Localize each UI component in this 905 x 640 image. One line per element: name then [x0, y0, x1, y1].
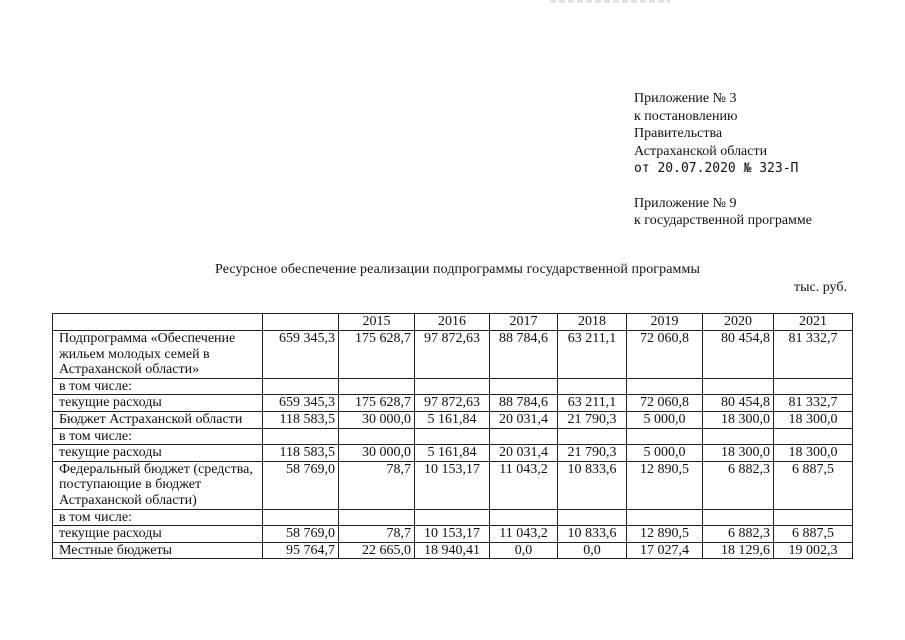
row-label: в том числе: — [53, 509, 263, 526]
row-total — [263, 378, 339, 395]
year-header: 2020 — [703, 314, 774, 331]
table-row — [53, 378, 853, 395]
table-row — [53, 526, 853, 543]
year-value: 19 002,3 — [774, 542, 853, 559]
year-value — [558, 428, 627, 445]
header-blank-cell — [53, 314, 263, 331]
year-value — [627, 509, 703, 526]
year-value: 88 784,6 — [490, 395, 558, 412]
year-value: 6 882,3 — [703, 461, 774, 509]
row-label: в том числе: — [53, 378, 263, 395]
year-value — [415, 509, 490, 526]
year-value — [415, 428, 490, 445]
units-label: тыс. руб. — [794, 280, 847, 295]
appendix-block — [634, 90, 812, 230]
year-value: 78,7 — [339, 461, 415, 509]
year-value: 175 628,7 — [339, 395, 415, 412]
year-value: 63 211,1 — [558, 331, 627, 379]
row-total: 58 769,0 — [263, 526, 339, 543]
year-value — [774, 509, 853, 526]
year-value — [558, 378, 627, 395]
year-value: 97 872,63 — [415, 331, 490, 379]
year-value: 18 300,0 — [774, 445, 853, 462]
year-value: 12 890,5 — [627, 526, 703, 543]
year-value — [490, 378, 558, 395]
budget-table — [52, 313, 853, 559]
year-value — [339, 378, 415, 395]
year-value — [558, 509, 627, 526]
year-value: 10 833,6 — [558, 526, 627, 543]
year-value: 80 454,8 — [703, 395, 774, 412]
year-value: 63 211,1 — [558, 395, 627, 412]
year-value: 80 454,8 — [703, 331, 774, 379]
year-value: 18 129,6 — [703, 542, 774, 559]
table-header-row — [53, 314, 853, 331]
year-value: 5 000,0 — [627, 411, 703, 428]
row-label: Местные бюджеты — [53, 542, 263, 559]
year-value: 175 628,7 — [339, 331, 415, 379]
row-total — [263, 509, 339, 526]
year-value: 6 887,5 — [774, 461, 853, 509]
table-row — [53, 542, 853, 559]
year-value: 0,0 — [490, 542, 558, 559]
row-total: 659 345,3 — [263, 395, 339, 412]
year-header: 2019 — [627, 314, 703, 331]
appendix-date-line: от 20.07.2020 № 323-П — [634, 161, 799, 176]
year-value — [490, 428, 558, 445]
year-value — [703, 509, 774, 526]
row-label: текущие расходы — [53, 395, 263, 412]
year-value: 10 153,17 — [415, 526, 490, 543]
row-total: 118 583,5 — [263, 445, 339, 462]
table-row — [53, 428, 853, 445]
row-total: 58 769,0 — [263, 461, 339, 509]
year-value: 20 031,4 — [490, 411, 558, 428]
year-value: 30 000,0 — [339, 445, 415, 462]
year-value — [774, 428, 853, 445]
appendix-line: к постановлению — [634, 108, 738, 124]
year-header: 2021 — [774, 314, 853, 331]
appendix-line: Астраханской области — [634, 143, 768, 159]
year-value: 22 665,0 — [339, 542, 415, 559]
year-header: 2016 — [415, 314, 490, 331]
row-total: 659 345,3 — [263, 331, 339, 379]
year-header: 2017 — [490, 314, 558, 331]
row-total: 95 764,7 — [263, 542, 339, 559]
year-value: 78,7 — [339, 526, 415, 543]
appendix-line: Приложение № 3 — [634, 91, 737, 106]
year-value: 21 790,3 — [558, 445, 627, 462]
year-value: 30 000,0 — [339, 411, 415, 428]
year-value: 6 882,3 — [703, 526, 774, 543]
table-row — [53, 461, 853, 509]
year-value: 18 300,0 — [703, 411, 774, 428]
appendix-line: Правительства — [634, 126, 723, 141]
year-value: 81 332,7 — [774, 331, 853, 379]
table-row — [53, 509, 853, 526]
year-value: 20 031,4 — [490, 445, 558, 462]
year-header: 2018 — [558, 314, 627, 331]
scan-artifact — [550, 0, 670, 3]
row-label: текущие расходы — [53, 445, 263, 462]
year-value: 5 000,0 — [627, 445, 703, 462]
year-value: 81 332,7 — [774, 395, 853, 412]
year-value — [627, 378, 703, 395]
year-value: 21 790,3 — [558, 411, 627, 428]
table-row — [53, 395, 853, 412]
row-total: 118 583,5 — [263, 411, 339, 428]
row-label: текущие расходы — [53, 526, 263, 543]
year-value: 18 940,41 — [415, 542, 490, 559]
appendix-line: Приложение № 9 — [634, 195, 737, 211]
row-label: в том числе: — [53, 428, 263, 445]
year-value: 12 890,5 — [627, 461, 703, 509]
year-value — [490, 509, 558, 526]
year-value: 72 060,8 — [627, 395, 703, 412]
year-value: 97 872,63 — [415, 395, 490, 412]
year-value: 72 060,8 — [627, 331, 703, 379]
year-value: 17 027,4 — [627, 542, 703, 559]
year-value: 5 161,84 — [415, 445, 490, 462]
year-value — [339, 509, 415, 526]
row-total — [263, 428, 339, 445]
year-value — [339, 428, 415, 445]
header-blank-cell — [263, 314, 339, 331]
year-value: 0,0 — [558, 542, 627, 559]
table-row — [53, 331, 853, 379]
year-value — [774, 378, 853, 395]
year-value — [627, 428, 703, 445]
document-title: Ресурсное обеспечение реализации подпрограммы государственной программы — [215, 262, 700, 277]
year-value: 10 153,17 — [415, 461, 490, 509]
row-label: Бюджет Астраханской области — [53, 411, 263, 428]
table-row — [53, 411, 853, 428]
year-header: 2015 — [339, 314, 415, 331]
year-value — [415, 378, 490, 395]
year-value: 5 161,84 — [415, 411, 490, 428]
year-value: 10 833,6 — [558, 461, 627, 509]
year-value — [703, 428, 774, 445]
year-value: 18 300,0 — [774, 411, 853, 428]
table-row — [53, 445, 853, 462]
appendix-line: к государственной программе — [634, 213, 812, 228]
year-value: 6 887,5 — [774, 526, 853, 543]
year-value — [703, 378, 774, 395]
year-value: 88 784,6 — [490, 331, 558, 379]
year-value: 11 043,2 — [490, 461, 558, 509]
row-label: Федеральный бюджет (средства, поступающие в бюджет Астраханской области) — [53, 461, 263, 509]
year-value: 18 300,0 — [703, 445, 774, 462]
row-label: Подпрограмма «Обеспечение жильем молодых семей в Астраханской области» — [53, 331, 263, 379]
year-value: 11 043,2 — [490, 526, 558, 543]
